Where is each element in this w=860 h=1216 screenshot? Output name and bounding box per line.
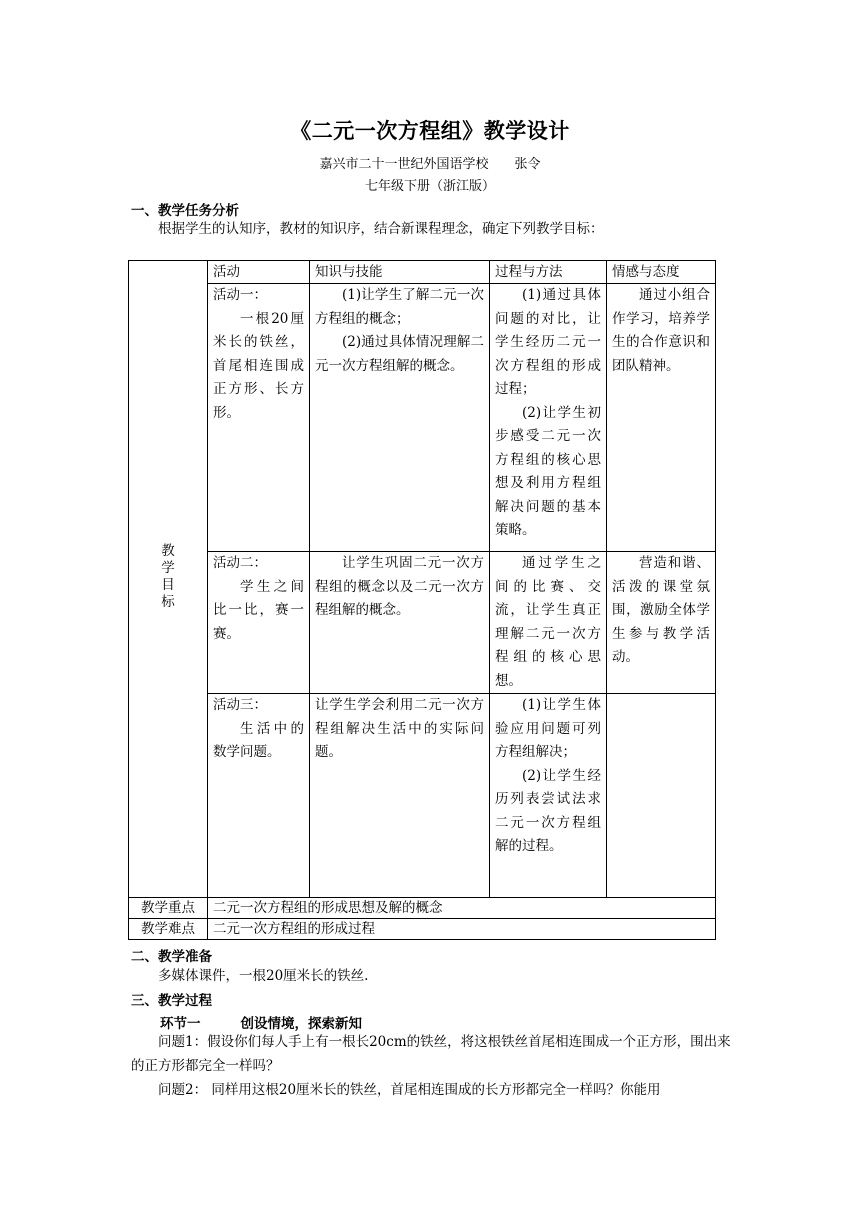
table-header-row	[129, 261, 716, 284]
section3-heading: 三、教学过程	[131, 993, 212, 1009]
stage-label: 环节一	[160, 1016, 201, 1032]
difficulty-row	[129, 919, 716, 940]
section2-heading: 二、教学准备	[131, 949, 212, 965]
process-cell	[490, 552, 607, 694]
question-1: 问题1：假设你们每人手上有一根长20cm的铁丝，将这根铁丝首尾相连围成一个正方形，围出来的正方形都完全一样吗？	[131, 1034, 731, 1074]
document-title: 《二元一次方程组》教学设计	[290, 119, 570, 143]
activity-body: 生活中的数学问题。	[213, 720, 304, 760]
knowledge-cell	[310, 694, 490, 898]
process-item: 通过学生之间的比赛、交流，让学生真正理解二元一次方程组的核心思想。	[495, 555, 601, 689]
knowledge-item: (2)通过具体情况理解二元一次方程组解的概念。	[315, 334, 484, 374]
activity-cell	[208, 694, 310, 898]
question-2: 问题2： 同样用这根20厘米长的铁丝，首尾相连围成的长方形都完全一样吗？你能用	[158, 1082, 661, 1098]
grade-line: 七年级下册（浙江版）	[364, 179, 495, 194]
activity-cell	[208, 284, 310, 552]
activity-body: 学生之间比一比，赛一赛。	[213, 578, 304, 642]
knowledge-item: 让学生学会利用二元一次方程组解决生活中的实际问题。	[315, 697, 484, 760]
attitude-cell	[607, 284, 716, 552]
knowledge-cell	[310, 552, 490, 694]
header-process: 过程与方法	[490, 261, 607, 284]
stage-heading	[160, 1012, 362, 1032]
process-item: (2)让学生初步感受二元一次方程组的核心思想及利用方程组解决问题的基本策略。	[495, 404, 601, 538]
process-item: (1)让学生体验应用问题可列方程组解决；	[495, 697, 601, 760]
section2-body: 多媒体课件，一根20厘米长的铁丝.	[158, 968, 369, 984]
activity-cell	[208, 552, 310, 694]
activity-title: 活动二：	[213, 555, 267, 571]
stage-title: 创设情境，探索新知	[240, 1016, 362, 1032]
process-item: (1)通过具体问题的对比，让学生经历二元一次方程组的形成过程；	[495, 287, 601, 397]
key-point-row	[129, 898, 716, 919]
process-cell	[490, 694, 607, 898]
author-line	[0, 153, 860, 172]
knowledge-item: (1)让学生了解二元一次方程组的概念；	[315, 287, 484, 327]
activity-title: 活动一：	[213, 287, 267, 303]
activity-body: 一根20厘米长的铁丝，首尾相连围成正方形、长方形。	[213, 310, 304, 421]
key-point-label: 教学重点	[129, 898, 208, 919]
header-knowledge: 知识与技能	[310, 261, 490, 284]
knowledge-cell	[310, 284, 490, 552]
header-activity: 活动	[208, 261, 310, 284]
difficulty-label: 教学难点	[129, 919, 208, 940]
attitude-text: 通过小组合作学习，培养学生的合作意识和团队精神。	[612, 287, 710, 374]
activity-title: 活动三：	[213, 697, 267, 713]
section1-intro: 根据学生的认知序，教材的知识序，结合新课程理念，确定下列教学目标：	[158, 221, 604, 237]
difficulty-value: 二元一次方程组的形成过程	[208, 919, 716, 940]
author-school: 嘉兴市二十一世纪外国语学校	[319, 157, 489, 172]
attitude-cell	[607, 552, 716, 694]
process-item: (2)让学生经历列表尝试法求二元一次方程组解的过程。	[495, 767, 601, 854]
side-label: 教学目标	[161, 543, 175, 611]
process-cell	[490, 284, 607, 552]
key-point-value: 二元一次方程组的形成思想及解的概念	[208, 898, 716, 919]
teaching-goals-table	[128, 260, 716, 940]
header-attitude: 情感与态度	[607, 261, 716, 284]
knowledge-item: 让学生巩固二元一次方程组的概念以及二元一次方程组解的概念。	[315, 555, 484, 618]
attitude-cell	[607, 694, 716, 898]
table-row	[129, 694, 716, 898]
attitude-text: 营造和谐、活泼的课堂氛围，激励全体学生参与教学活动。	[612, 555, 710, 665]
author-name: 张令	[514, 157, 541, 172]
side-label-cell	[129, 261, 208, 898]
section1-heading: 一、教学任务分析	[131, 203, 239, 219]
table-row	[129, 284, 716, 552]
table-row	[129, 552, 716, 694]
